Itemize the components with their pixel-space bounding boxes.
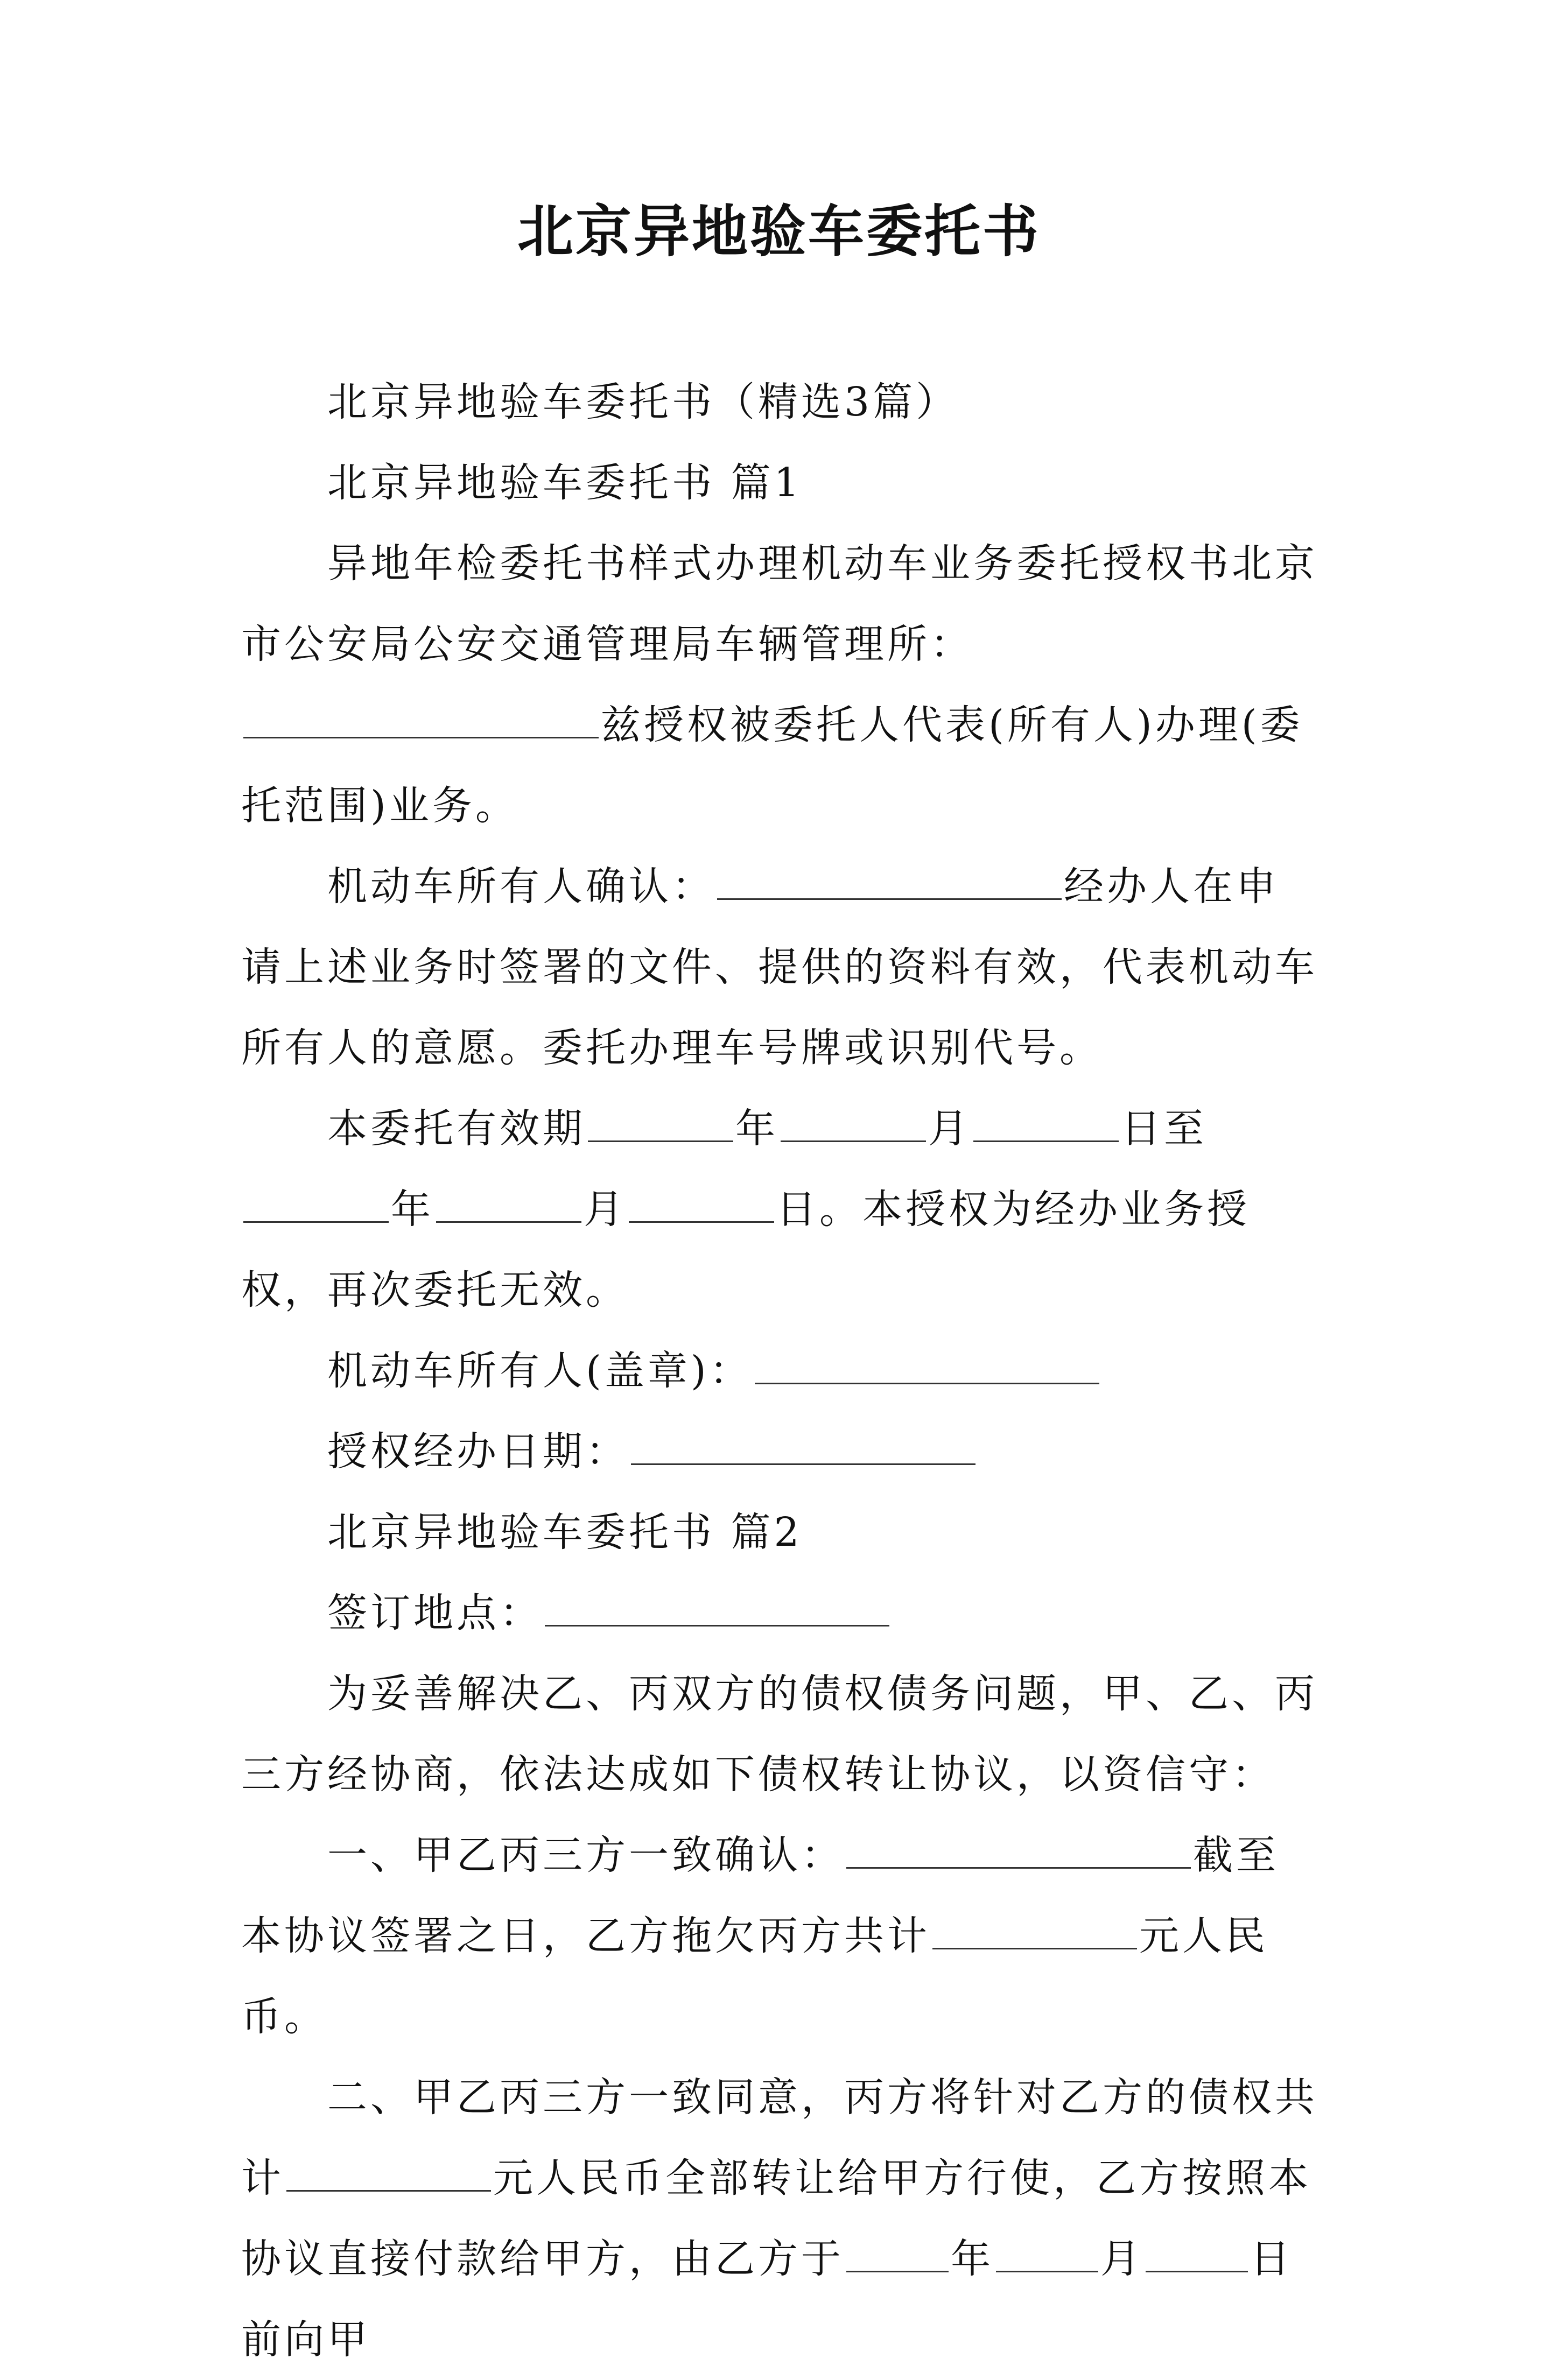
paragraph-sign-location	[241, 1573, 1318, 1653]
paragraph-owner-seal	[241, 1330, 1318, 1411]
paragraph-clause-2	[241, 2057, 1318, 2380]
fill-in-blank	[629, 1181, 774, 1223]
document-body	[241, 362, 1318, 2380]
paragraph-subtitle	[241, 362, 1318, 442]
paragraph-text: 机动车所有人(盖章)：	[327, 1348, 753, 1394]
paragraph-text: 日前向甲	[241, 2236, 1293, 2363]
fill-in-blank	[286, 2150, 491, 2192]
paragraph-text: 年	[951, 2236, 994, 2282]
paragraph-agreement-intro	[241, 1653, 1318, 1815]
paragraph-text: 日。本授权为经办业务授权，再次委托无效。	[241, 1186, 1250, 1313]
paragraph-text: 一、甲乙丙三方一致确认：	[327, 1832, 844, 1878]
paragraph-text: 北京异地验车委托书 篇2	[327, 1509, 803, 1555]
fill-in-blank	[781, 1101, 926, 1142]
paragraph-text: 异地年检委托书样式办理机动车业务委托授权书北京市公安局公安交通管理局车辆管理所：	[241, 540, 1318, 667]
paragraph-text: 兹授权被委托人代表(所有人)办理(委托范围)业务。	[241, 702, 1303, 829]
paragraph-owner-confirm	[241, 846, 1318, 1088]
paragraph-section-heading-2	[241, 1492, 1318, 1573]
paragraph-text: 月	[928, 1105, 971, 1152]
fill-in-blank	[436, 1181, 581, 1223]
paragraph-text: 月	[1100, 2236, 1143, 2282]
paragraph-text: 元人民币。	[241, 1913, 1268, 2040]
paragraph-text: 为妥善解决乙、丙双方的债权债务问题，甲、乙、丙三方经协商，依法达成如下债权转让协议，以资信守：	[241, 1671, 1318, 1798]
paragraph-text: 北京异地验车委托书（精选3篇）	[327, 379, 959, 425]
paragraph-text: 截至本协议签署之日，乙方拖欠丙方共计	[241, 1832, 1279, 1959]
fill-in-blank	[1146, 2231, 1248, 2272]
paragraph-section-heading-1	[241, 442, 1318, 523]
paragraph-text: 机动车所有人确认：	[327, 863, 715, 910]
fill-in-blank	[996, 2231, 1098, 2272]
paragraph-text: 经办人在申请上述业务时签署的文件、提供的资料有效，代表机动车所有人的意愿。委托办理车号牌或识别代号。	[241, 863, 1318, 1071]
paragraph-text: 北京异地验车委托书 篇1	[327, 460, 803, 506]
fill-in-blank	[846, 2231, 949, 2272]
paragraph-text: 年	[391, 1186, 434, 1233]
fill-in-blank	[631, 1424, 975, 1465]
paragraph-validity	[241, 1088, 1318, 1330]
fill-in-blank	[545, 1585, 889, 1626]
fill-in-blank	[932, 1908, 1137, 1949]
fill-in-blank	[973, 1101, 1119, 1142]
paragraph-text: 本委托有效期	[327, 1105, 586, 1152]
paragraph-text: 签订地点：	[327, 1590, 543, 1636]
fill-in-blank	[588, 1101, 733, 1142]
paragraph-clause-1	[241, 1815, 1318, 2057]
fill-in-blank	[717, 858, 1062, 900]
paragraph-text: 日至	[1121, 1105, 1207, 1152]
fill-in-blank	[846, 1827, 1191, 1869]
paragraph-text: 年	[735, 1105, 778, 1152]
paragraph-text: 月	[584, 1186, 627, 1233]
paragraph-authorization	[241, 523, 1318, 846]
fill-in-blank	[755, 1343, 1099, 1384]
paragraph-text: 元人民币全部转让给甲方行使，乙方按照本协议直接付款给甲方，由乙方于	[241, 2155, 1311, 2282]
fill-in-blank	[243, 697, 599, 738]
paragraph-auth-date	[241, 1411, 1318, 1492]
paragraph-text: 二、甲乙丙三方一致同意，丙方将针对乙方的债权共计	[241, 2074, 1318, 2201]
fill-in-blank	[243, 1181, 389, 1223]
document-title: 北京异地验车委托书	[517, 198, 1041, 264]
paragraph-text: 授权经办日期：	[327, 1428, 629, 1475]
